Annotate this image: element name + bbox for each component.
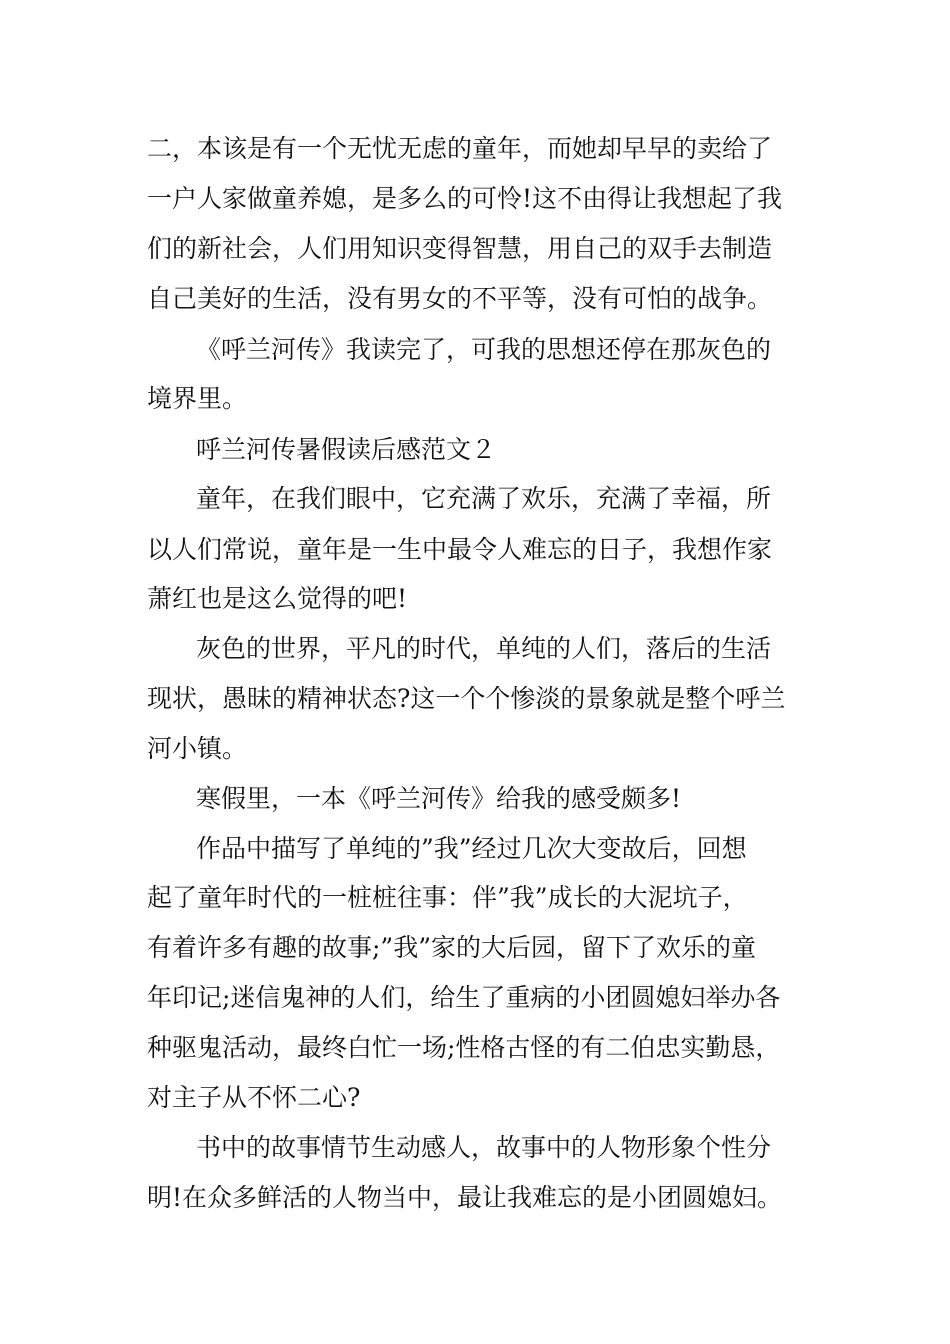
paragraph-7-line-6: 对主子从不怀二心? [147, 1083, 361, 1112]
paragraph-1-line-1: 二，本该是有一个无忧无虑的童年，而她却早早的卖给了 [147, 134, 773, 163]
paragraph-5-line-1: 灰色的世界，平凡的时代，单纯的人们，落后的生活 [196, 634, 772, 663]
paragraph-1-line-2: 一户人家做童养媳，是多么的可怜!这不由得让我想起了我 [147, 184, 783, 213]
paragraph-4-line-1: 童年，在我们眼中，它充满了欢乐，充满了幸福，所 [196, 484, 772, 513]
paragraph-8-line-1: 书中的故事情节生动感人，故事中的人物形象个性分 [196, 1133, 772, 1162]
section-heading: 呼兰河传暑假读后感范文２ [196, 435, 497, 464]
paragraph-2-line-1: 《呼兰河传》我读完了，可我的思想还停在那灰色的 [196, 335, 772, 364]
paragraph-4-line-3: 萧红也是这么觉得的吧! [147, 584, 408, 613]
paragraph-8-line-2: 明!在众多鲜活的人物当中，最让我难忘的是小团圆媳妇。 [147, 1183, 783, 1212]
paragraph-2-line-2: 境界里。 [147, 384, 248, 413]
paragraph-7-line-1: 作品中描写了单纯的”我”经过几次大变故后，回想 [196, 834, 747, 863]
paragraph-7-line-2: 起了童年时代的一桩桩往事：伴”我”成长的大泥坑子， [147, 883, 748, 912]
paragraph-1-line-3: 们的新社会，人们用知识变得智慧，用自己的双手去制造 [147, 234, 773, 263]
paragraph-1-line-4: 自己美好的生活，没有男女的不平等，没有可怕的战争。 [147, 284, 773, 313]
paragraph-7-line-5: 种驱鬼活动，最终白忙一场;性格古怪的有二伯忠实勤恳， [147, 1033, 781, 1062]
paragraph-7-line-3: 有着许多有趣的故事;”我”家的大后园，留下了欢乐的童 [147, 933, 756, 962]
paragraph-5-line-2: 现状，愚昧的精神状态?这一个个惨淡的景象就是整个呼兰 [147, 684, 786, 713]
paragraph-7-line-4: 年印记;迷信鬼神的人们，给生了重病的小团圆媳妇举办各 [147, 983, 781, 1012]
paragraph-5-line-3: 河小镇。 [147, 734, 248, 763]
paragraph-6-line-1: 寒假里，一本《呼兰河传》给我的感受颇多! [196, 784, 682, 813]
paragraph-4-line-2: 以人们常说，童年是一生中最令人难忘的日子，我想作家 [147, 535, 773, 564]
